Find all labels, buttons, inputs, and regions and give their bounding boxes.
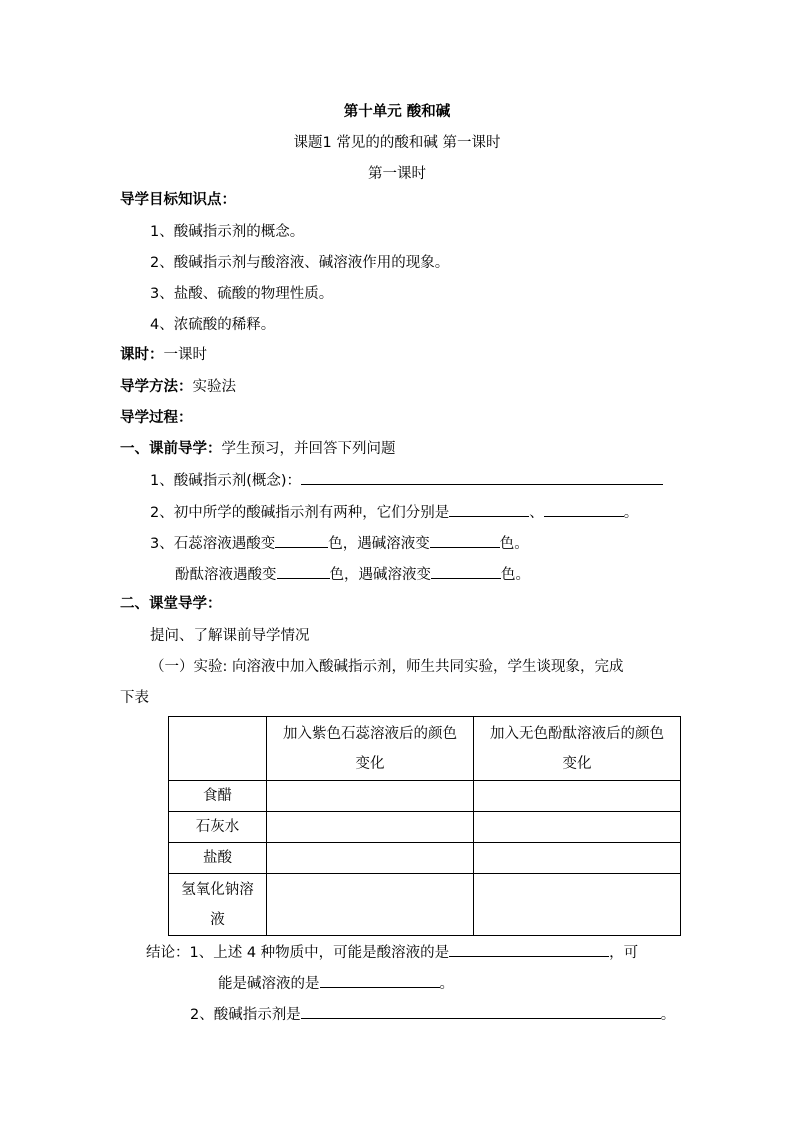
answer-cell[interactable] [267,812,474,843]
question-text: 3、石蕊溶液遇酸变 [150,536,276,552]
method-line [120,377,236,397]
class-ask: 提问、了解课前导学情况 [150,628,310,644]
answer-blank[interactable] [277,564,330,579]
answer-cell[interactable] [267,781,474,812]
table-header-litmus [267,717,474,781]
answer-blank[interactable] [449,502,529,517]
conclusion-text: 。 [439,976,454,992]
table-row [169,781,681,812]
page-title: 第十单元 酸和碱 [343,104,451,120]
header-text: 加入紫色石蕊溶液后的颜色 [283,725,457,742]
goal-item: 3、盐酸、硫酸的物理性质。 [150,286,334,302]
question-text: 2、初中所学的酸碱指示剂有两种，它们分别是 [150,505,450,521]
conclusion-text: 。 [660,1007,676,1023]
answer-blank[interactable] [544,502,624,517]
answer-cell[interactable] [474,812,681,843]
experiment-line: 下表 [120,690,149,706]
table-row [169,812,681,843]
question-2 [150,502,638,523]
page-subtitle: 课题1 常见的的酸和碱 第一课时 [293,135,501,151]
lesson-label: 第一课时 [368,166,426,182]
method-value: 实验法 [192,379,236,395]
question-text: 色。 [499,536,529,552]
conclusion-text: 结论：1、上述 4 种物质中，可能是酸溶液的是 [146,945,450,961]
answer-blank[interactable] [431,564,501,579]
row-label-line: 液 [210,911,225,928]
answer-blank[interactable] [430,533,500,548]
conclusion-text: 2、酸碱指示剂是 [190,1007,301,1023]
conclusion-text: 能是碱溶液的是 [218,976,320,992]
row-label-line: 氢氧化钠溶 [181,881,254,898]
question-3 [150,533,529,554]
answer-blank[interactable] [320,973,440,988]
pre-intro: 学生预习，并回答下列问题 [221,441,396,457]
answer-cell[interactable] [267,843,474,874]
conclusion-2 [190,1004,675,1025]
header-text: 变化 [355,755,385,772]
table-row [169,843,681,874]
conclusion-1 [146,942,638,963]
answer-cell[interactable] [474,781,681,812]
question-text: 酚酞溶液遇酸变 [175,567,277,583]
answer-blank[interactable] [301,1004,661,1019]
row-label: 食醋 [169,781,267,812]
goal-item: 1、酸碱指示剂的概念。 [150,224,305,240]
conclusion-1-cont [218,973,454,994]
table-row [169,874,681,936]
period-value: 一课时 [163,347,207,363]
answer-cell[interactable] [474,874,681,936]
answer-cell[interactable] [474,843,681,874]
question-text: 1、酸碱指示剂(概念)： [150,473,302,489]
answer-blank[interactable] [301,470,663,485]
goal-item: 2、酸碱指示剂与酸溶液、碱溶液作用的现象。 [150,255,450,271]
question-text: 色，遇碱溶液变 [329,567,431,583]
process-heading: 导学过程： [120,410,193,426]
separator: 、 [529,505,544,521]
row-label: 石灰水 [169,812,267,843]
row-label [169,874,267,936]
pre-heading: 一、课前导学： [120,441,222,457]
class-heading: 二、课堂导学： [120,596,222,612]
period-label: 课时： [120,347,164,363]
goal-item: 4、浓硫酸的稀释。 [150,317,276,333]
table-header-phenolphthalein [474,717,681,781]
header-text: 变化 [562,755,592,772]
experiment-table [168,716,681,936]
conclusion-text: ，可 [609,945,639,961]
goals-heading: 导学目标知识点： [120,192,236,208]
question-text: 色。 [501,567,530,583]
question-text: 色，遇碱溶液变 [328,536,430,552]
row-label: 盐酸 [169,843,267,874]
table-corner-cell [169,717,267,781]
method-label: 导学方法： [120,379,193,395]
header-text: 加入无色酚酞溶液后的颜色 [490,725,664,742]
answer-cell[interactable] [267,874,474,936]
question-4 [175,564,530,585]
question-1 [150,470,663,491]
period-line [120,345,207,365]
period-mark: 。 [623,505,639,521]
answer-blank[interactable] [449,942,609,957]
pre-section [120,439,396,459]
experiment-line: （一）实验: 向溶液中加入酸碱指示剂，师生共同实验，学生谈现象，完成 [150,659,624,675]
table-header-row [169,717,681,781]
answer-blank[interactable] [275,533,328,548]
